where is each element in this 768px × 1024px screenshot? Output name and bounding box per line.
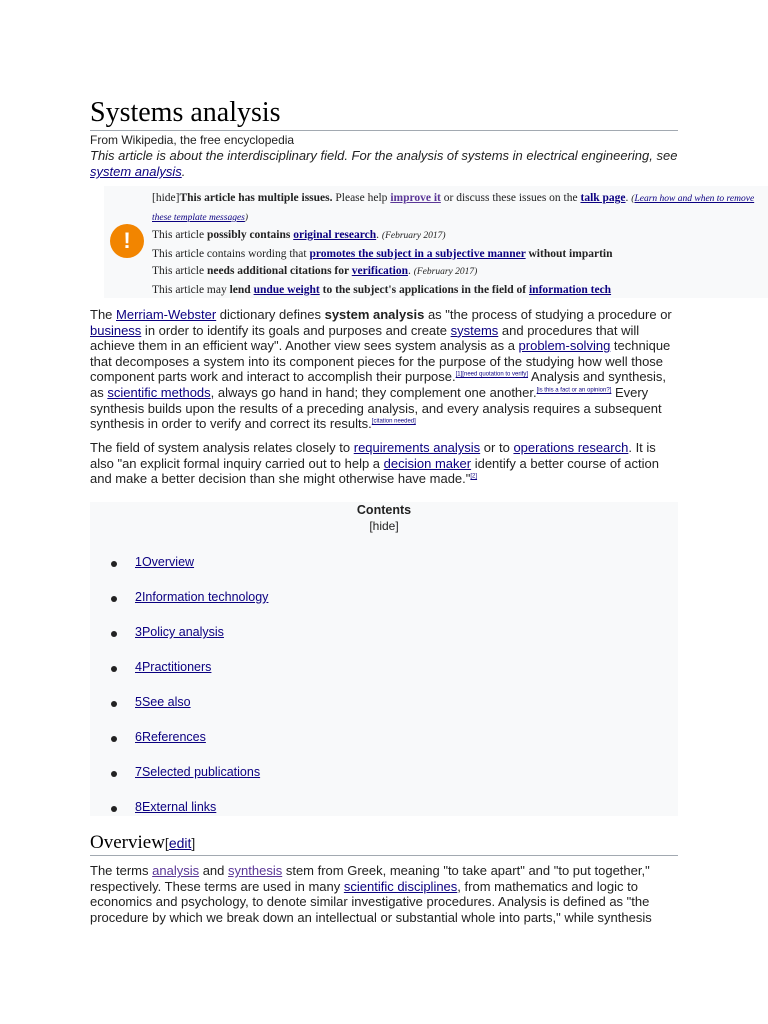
paren: ) (244, 212, 249, 223)
toc-number: 1 (135, 555, 142, 569)
toc-number: 6 (135, 730, 142, 744)
edit-section (165, 835, 195, 851)
bold-text: lend (229, 283, 254, 296)
bracket: [ (164, 835, 169, 851)
toc-link[interactable] (135, 800, 216, 814)
toc-item-see-also[interactable] (135, 695, 191, 709)
table-of-contents (90, 502, 678, 816)
link-problem-solving[interactable]: problem-solving (518, 338, 611, 354)
text: This article (152, 265, 207, 277)
toc-item-references[interactable] (135, 730, 206, 744)
toc-label: References (141, 730, 206, 744)
bold-text: without impartin (525, 247, 613, 260)
text: or discuss these issues on the (440, 192, 581, 204)
toc-link[interactable] (135, 625, 224, 639)
bold-text: to the subject's applications in the field of (319, 283, 529, 296)
multiple-issues-box (104, 186, 768, 298)
toc-number: 3 (135, 625, 142, 639)
toc-item-overview[interactable] (135, 555, 194, 569)
page-title: Systems analysis (90, 97, 678, 131)
text: or to (480, 440, 514, 455)
toc-link[interactable] (135, 730, 206, 744)
improve-it-link[interactable]: improve it (390, 192, 441, 204)
link-scientific-methods[interactable]: scientific methods (107, 384, 211, 400)
bracket: ] (191, 835, 196, 851)
hatnote-link-system-analysis[interactable]: system analysis (90, 164, 182, 179)
text: Analysis and synthesis, as (90, 369, 667, 400)
bold-text: needs additional citations for (206, 265, 352, 277)
issue-original-research (152, 227, 768, 246)
toc-link[interactable] (135, 695, 191, 709)
bullet (111, 561, 117, 567)
bullet (111, 666, 117, 672)
bullet (111, 631, 117, 637)
text: This article may (152, 283, 230, 296)
text: This article contains wording that (152, 247, 310, 260)
hatnote-text: This article is about the interdisciplinary field. For the analysis of systems in electrical engineering, see (90, 148, 678, 163)
text: The (90, 307, 117, 322)
text: Every synthesis builds upon the results of a preceding analysis, and every analysis requires a subsequent synthesis in order to verify and correct its results. (90, 384, 662, 432)
bold-term: system analysis (324, 307, 425, 322)
toc-number: 4 (135, 660, 142, 674)
toc-item-external-links[interactable] (135, 800, 216, 814)
text: The terms (90, 863, 153, 878)
toc-link[interactable] (135, 555, 194, 569)
bold-text: possibly contains (206, 229, 294, 241)
link-scientific-disciplines[interactable]: scientific disciplines (343, 878, 458, 894)
issue-undue-weight (152, 282, 768, 299)
text: , always go hand in hand; they complement one another. (210, 384, 537, 400)
citation-1[interactable]: [1][need quotation to verify] (455, 372, 529, 379)
original-research-link[interactable]: original research (293, 229, 377, 241)
warning-icon: ! (110, 224, 144, 258)
link-business[interactable]: business (90, 322, 142, 338)
ambox-title: This article has multiple issues. (179, 192, 333, 204)
toc-title: Contents (356, 503, 412, 517)
link-operations-research[interactable]: operations research (513, 440, 629, 455)
ambox-header (152, 190, 768, 227)
site-subtitle: From Wikipedia, the free encyclopedia (90, 133, 295, 147)
text: identify a better course of action and make a better decision than she might otherwise have made." (90, 455, 659, 487)
toc-item-practitioners[interactable] (135, 660, 211, 674)
link-systems[interactable]: systems (450, 322, 499, 338)
toc-label: See also (141, 695, 191, 709)
bullet (111, 771, 117, 777)
toc-item-information-technology[interactable] (135, 590, 268, 604)
intro-paragraph-2 (90, 440, 678, 487)
text: and procedures that will achieve them in an efficient way". Another view sees system analysis as a (90, 322, 640, 354)
bullet (111, 806, 117, 812)
toc-label: Overview (141, 555, 195, 569)
toc-hide-label[interactable]: [hide] (369, 519, 399, 533)
toc-label: Selected publications (141, 765, 261, 779)
paren: ( (631, 194, 635, 204)
bullet (111, 701, 117, 707)
text: and (199, 863, 229, 878)
toc-link[interactable] (135, 660, 211, 674)
learn-how-link[interactable]: Learn how and when to remove these template messages (152, 194, 755, 223)
issue-date: (February 2017) (413, 267, 478, 277)
text: in order to identify its goals and purposes and create (141, 322, 451, 338)
ambox-hide-toggle[interactable]: [hide] (152, 192, 180, 204)
overview-paragraph (90, 863, 678, 925)
text: stem from Greek, meaning "to take apart" and "to put together," respectively. These terms are used in many (90, 863, 650, 894)
text: Please help (332, 192, 391, 204)
text: . (625, 192, 632, 204)
bullet (111, 736, 117, 742)
hatnote (90, 148, 678, 180)
toc-item-selected-publications[interactable] (135, 765, 260, 779)
link-decision-maker[interactable]: decision maker (383, 455, 472, 471)
toc-item-policy-analysis[interactable] (135, 625, 224, 639)
toc-number: 5 (135, 695, 142, 709)
issue-date: (February 2017) (381, 231, 446, 241)
toc-number: 8 (135, 800, 142, 814)
heading-text: Overview (90, 832, 165, 853)
edit-link[interactable]: edit (168, 835, 192, 851)
citation-2[interactable]: [2] (470, 473, 478, 480)
information-technology-link[interactable]: information tech (528, 283, 612, 296)
text: . (376, 229, 382, 241)
citation-needed[interactable]: [citation needed] (371, 418, 416, 425)
hatnote-end: . (181, 164, 186, 179)
toc-link[interactable] (135, 765, 260, 779)
toc-number: 2 (135, 590, 142, 604)
issue-citations (152, 263, 768, 282)
toc-number: 7 (135, 765, 142, 779)
text: dictionary defines (216, 307, 325, 322)
link-merriam-webster[interactable]: Merriam-Webster (116, 307, 217, 322)
issue-promotional (152, 246, 768, 264)
verification-link[interactable]: verification (351, 265, 408, 277)
toc-label: Practitioners (141, 660, 212, 674)
text: . It is also "an explicit formal inquiry carried out to help a (90, 440, 656, 471)
toc-label: External links (141, 800, 217, 814)
text: , from mathematics and logic to economics and psychology, to denote similar investigative procedures. Analysis is defined as "the procedure by which we break down an intellectual or substantial whole into parts," while synthesis (90, 878, 652, 925)
text: . (407, 265, 414, 277)
citation-opinion[interactable]: [is this a fact or an opinion?] (536, 387, 612, 394)
toc-label: Policy analysis (141, 625, 224, 639)
talk-page-link[interactable]: talk page (580, 192, 626, 204)
link-requirements-analysis[interactable]: requirements analysis (353, 440, 481, 455)
link-synthesis[interactable]: synthesis (228, 863, 283, 878)
text: This article (152, 229, 207, 241)
text: technique that decomposes a system into its component pieces for the purpose of the studying how well those component parts work and interact to accomplish their purpose. (90, 338, 671, 385)
text: The field of system analysis relates closely to (90, 440, 354, 455)
intro-paragraph-1 (90, 307, 678, 432)
toc-hide-toggle[interactable] (90, 519, 678, 533)
toc-link[interactable] (135, 590, 268, 604)
undue-weight-link[interactable]: undue weight (253, 283, 320, 296)
link-analysis[interactable]: analysis (152, 863, 200, 878)
bullet (111, 596, 117, 602)
section-heading-overview (90, 831, 678, 856)
promotes-subject-link[interactable]: promotes the subject in a subjective manner (309, 247, 526, 260)
text: as "the process of studying a procedure or (424, 307, 672, 322)
toc-label: Information technology (141, 590, 269, 604)
ambox-content (152, 190, 768, 298)
